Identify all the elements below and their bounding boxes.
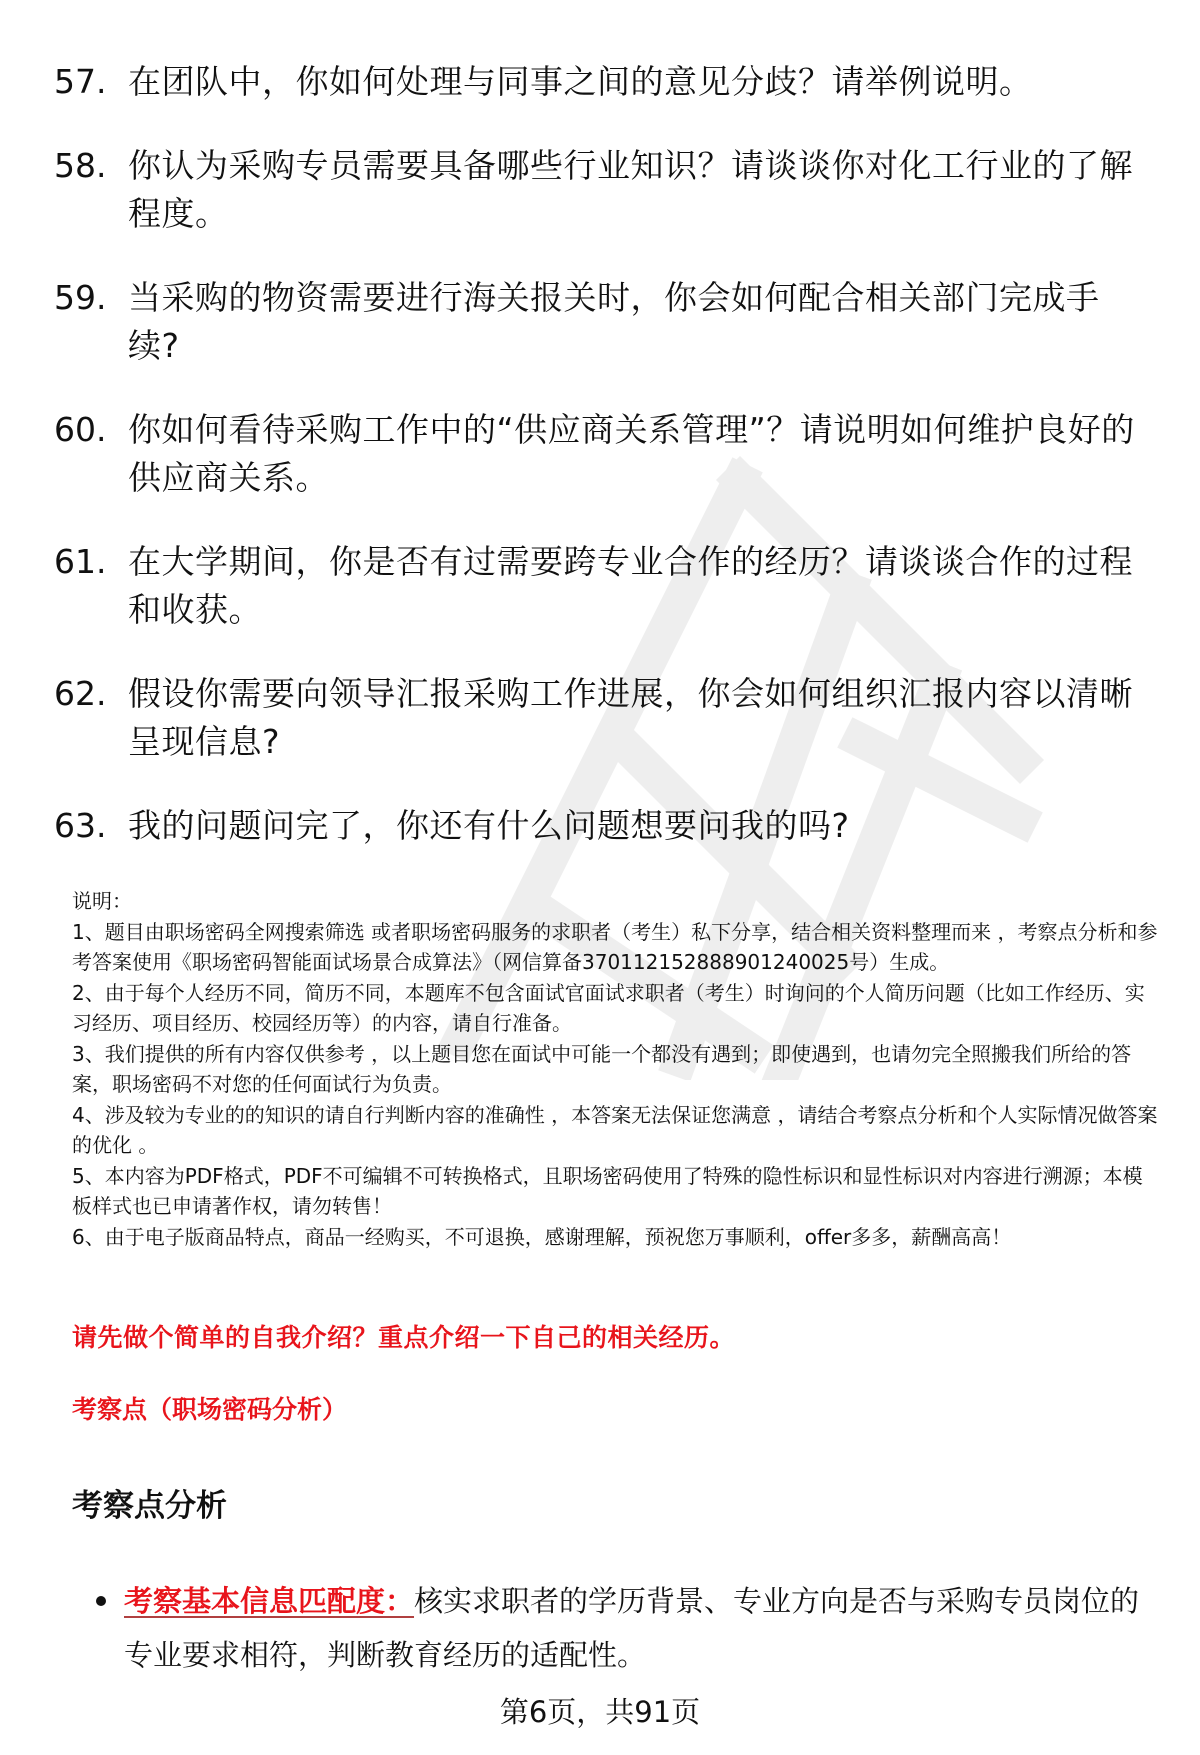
question-item xyxy=(0,802,1200,850)
note-item: 4、涉及较为专业的的知识的请自行判断内容的准确性 ，本答案无法保证您满意 ，请结合考察点分析和个人实际情况做答案的优化 。 xyxy=(72,1102,1158,1157)
question-item xyxy=(0,406,1200,502)
question-item xyxy=(0,58,1200,106)
analysis-subheading: 考察点（职场密码分析） xyxy=(72,1395,348,1424)
question-item xyxy=(0,670,1200,766)
question-number: 58. xyxy=(54,146,107,185)
question-text: 当采购的物资需要进行海关报关时，你会如何配合相关部门完成手续? xyxy=(128,278,1100,365)
question-number: 63. xyxy=(54,806,107,845)
bullet-label: 考察基本信息匹配度： xyxy=(124,1584,415,1618)
page-footer: 第6页，共91页 xyxy=(499,1695,701,1729)
note-item: 2、由于每个人经历不同，简历不同，本题库不包含面试官面试求职者（考生）时询问的个人简历问题（比如工作经历、实习经历、项目经历、校园经历等）的内容，请自行准备。 xyxy=(72,980,1145,1035)
section-heading: 考察点分析 xyxy=(72,1488,227,1524)
bullet-text: 核实求职者的学历背景、专业方向是否与采购专员岗位的专业要求相符，判断教育经历的适配性。 xyxy=(124,1584,1140,1672)
note-item: 5、本内容为PDF格式，PDF不可编辑不可转换格式，且职场密码使用了特殊的隐性标识和显性标识对内容进行溯源；本模板样式也已申请著作权，请勿转售！ xyxy=(72,1163,1143,1218)
question-item xyxy=(0,538,1200,634)
notes-title: 说明： xyxy=(72,889,132,913)
question-text: 在大学期间，你是否有过需要跨专业合作的经历？请谈谈合作的过程和收获。 xyxy=(128,542,1133,629)
question-text: 我的问题问完了，你还有什么问题想要问我的吗? xyxy=(128,806,850,845)
note-item: 1、题目由职场密码全网搜索筛选 或者职场密码服务的求职者（考生）私下分享，结合相关资料整理而来 ，考察点分析和参考答案使用《职场密码智能面试场景合成算法》（网信算备370112152888901240025号）生成。 xyxy=(72,919,1158,974)
question-text: 你如何看待采购工作中的“供应商关系管理”？请说明如何维护良好的供应商关系。 xyxy=(128,410,1135,497)
question-item xyxy=(0,274,1200,370)
note-item: 6、由于电子版商品特点，商品一经购买，不可退换，感谢理解，预祝您万事顺利，offer多多，薪酬高高！ xyxy=(72,1224,1012,1249)
question-text: 你认为采购专员需要具备哪些行业知识？请谈谈你对化工行业的了解程度。 xyxy=(128,146,1133,233)
question-item xyxy=(0,142,1200,238)
interview-question-heading: 请先做个简单的自我介绍？重点介绍一下自己的相关经历。 xyxy=(72,1323,736,1352)
question-list xyxy=(0,58,1200,886)
bullet-body xyxy=(124,1574,1144,1682)
disclaimer-notes xyxy=(72,886,1162,1252)
question-number: 60. xyxy=(54,410,107,449)
question-text: 假设你需要向领导汇报采购工作进展，你会如何组织汇报内容以清晰呈现信息? xyxy=(128,674,1133,761)
bullet-dot-icon xyxy=(96,1596,106,1606)
question-number: 61. xyxy=(54,542,107,581)
question-number: 59. xyxy=(54,278,107,317)
question-text: 在团队中，你如何处理与同事之间的意见分歧？请举例说明。 xyxy=(128,62,1033,101)
question-number: 57. xyxy=(54,62,107,101)
bullet-item xyxy=(96,1574,1156,1682)
question-number: 62. xyxy=(54,674,107,713)
note-item: 3、我们提供的所有内容仅供参考 ，以上题目您在面试中可能一个都没有遇到；即使遇到，也请勿完全照搬我们所给的答案，职场密码不对您的任何面试行为负责。 xyxy=(72,1041,1132,1096)
